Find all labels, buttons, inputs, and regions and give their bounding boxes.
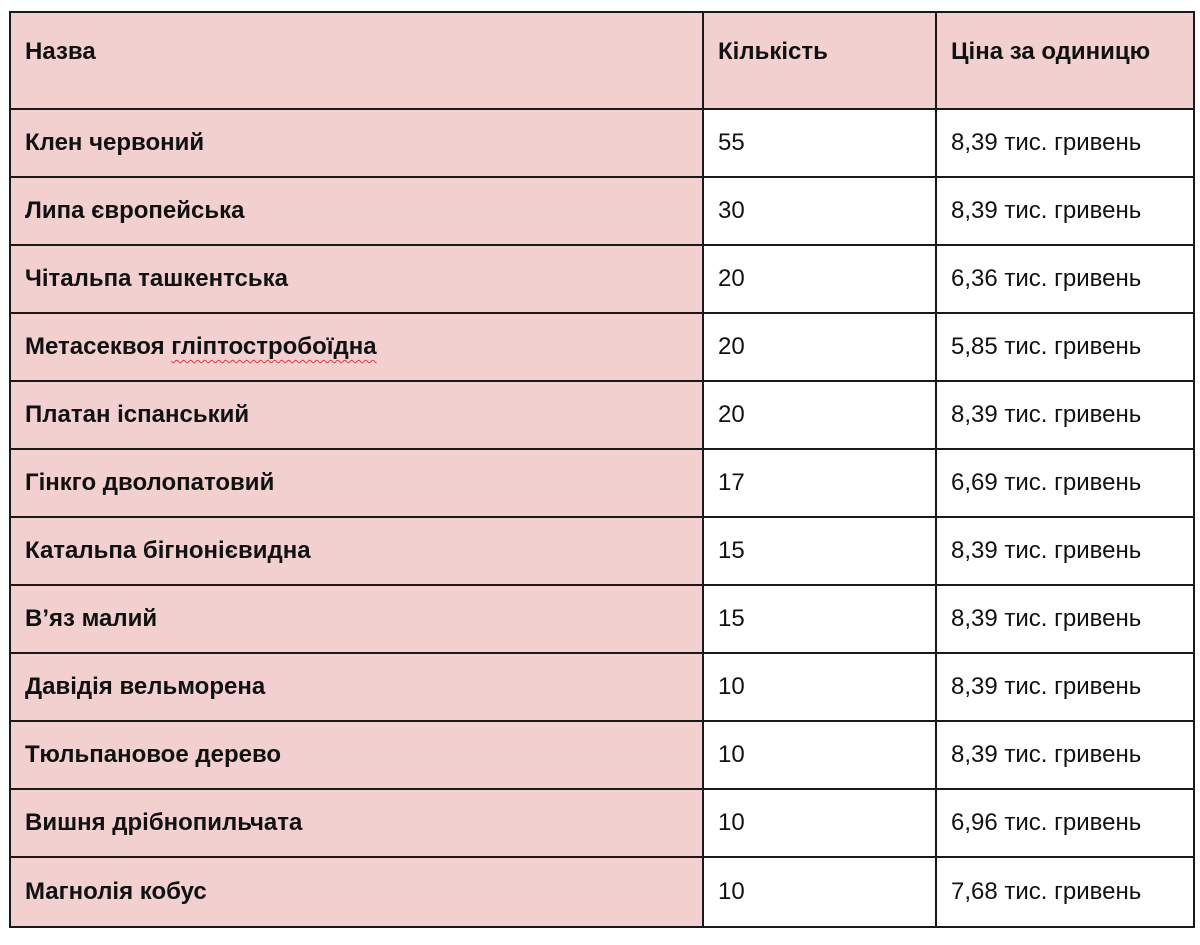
table-row bbox=[10, 177, 1194, 245]
tree-name-cell bbox=[10, 313, 703, 381]
tree-name-cell: В’яз малий bbox=[10, 585, 703, 653]
header-price bbox=[936, 12, 1194, 109]
price-cell: 8,39 тис. гривень bbox=[936, 585, 1194, 653]
tree-name-cell: Платан іспанський bbox=[10, 381, 703, 449]
price-cell: 6,36 тис. гривень bbox=[936, 245, 1194, 313]
tree-name-cell: Магнолія кобус bbox=[10, 857, 703, 927]
table-row bbox=[10, 585, 1194, 653]
price-cell: 8,39 тис. гривень bbox=[936, 177, 1194, 245]
price-cell: 7,68 тис. гривень bbox=[936, 857, 1194, 927]
tree-name-cell: Гінкго дволопатовий bbox=[10, 449, 703, 517]
header-row bbox=[10, 12, 1194, 109]
price-cell: 6,96 тис. гривень bbox=[936, 789, 1194, 857]
tree-name-cell: Клен червоний bbox=[10, 109, 703, 177]
quantity-cell: 17 bbox=[703, 449, 936, 517]
quantity-cell: 20 bbox=[703, 313, 936, 381]
table-row bbox=[10, 857, 1194, 927]
quantity-cell: 30 bbox=[703, 177, 936, 245]
quantity-cell: 10 bbox=[703, 721, 936, 789]
price-cell: 5,85 тис. гривень bbox=[936, 313, 1194, 381]
price-cell: 8,39 тис. гривень bbox=[936, 381, 1194, 449]
table-row bbox=[10, 381, 1194, 449]
table-header bbox=[10, 12, 1194, 109]
trees-price-table bbox=[9, 11, 1195, 928]
table-body bbox=[10, 109, 1194, 927]
spellcheck-flagged-word[interactable]: гліптостробоїдна bbox=[171, 333, 377, 360]
price-cell: 6,69 тис. гривень bbox=[936, 449, 1194, 517]
table-row bbox=[10, 653, 1194, 721]
price-cell: 8,39 тис. гривень bbox=[936, 721, 1194, 789]
quantity-cell: 20 bbox=[703, 381, 936, 449]
tree-name-cell: Катальпа бігнонієвидна bbox=[10, 517, 703, 585]
quantity-cell: 20 bbox=[703, 245, 936, 313]
tree-name-cell: Тюльпановое дерево bbox=[10, 721, 703, 789]
table-row bbox=[10, 449, 1194, 517]
table-row bbox=[10, 313, 1194, 381]
quantity-cell: 10 bbox=[703, 653, 936, 721]
table-row bbox=[10, 517, 1194, 585]
header-price-label: Ціна за одиницю bbox=[951, 38, 1151, 65]
price-cell: 8,39 тис. гривень bbox=[936, 517, 1194, 585]
quantity-cell: 10 bbox=[703, 857, 936, 927]
header-name: Назва bbox=[10, 12, 703, 109]
header-quantity: Кількість bbox=[703, 12, 936, 109]
quantity-cell: 10 bbox=[703, 789, 936, 857]
quantity-cell: 15 bbox=[703, 517, 936, 585]
tree-name-cell: Давідія вельморена bbox=[10, 653, 703, 721]
quantity-cell: 15 bbox=[703, 585, 936, 653]
quantity-cell: 55 bbox=[703, 109, 936, 177]
price-cell: 8,39 тис. гривень bbox=[936, 109, 1194, 177]
table-row bbox=[10, 245, 1194, 313]
tree-name-prefix: Метасеквоя bbox=[25, 333, 172, 360]
tree-name-cell: Липа європейська bbox=[10, 177, 703, 245]
table-row bbox=[10, 109, 1194, 177]
table-row bbox=[10, 789, 1194, 857]
price-cell: 8,39 тис. гривень bbox=[936, 653, 1194, 721]
tree-name-cell: Чітальпа ташкентська bbox=[10, 245, 703, 313]
table-row bbox=[10, 721, 1194, 789]
tree-name-cell: Вишня дрібнопильчата bbox=[10, 789, 703, 857]
